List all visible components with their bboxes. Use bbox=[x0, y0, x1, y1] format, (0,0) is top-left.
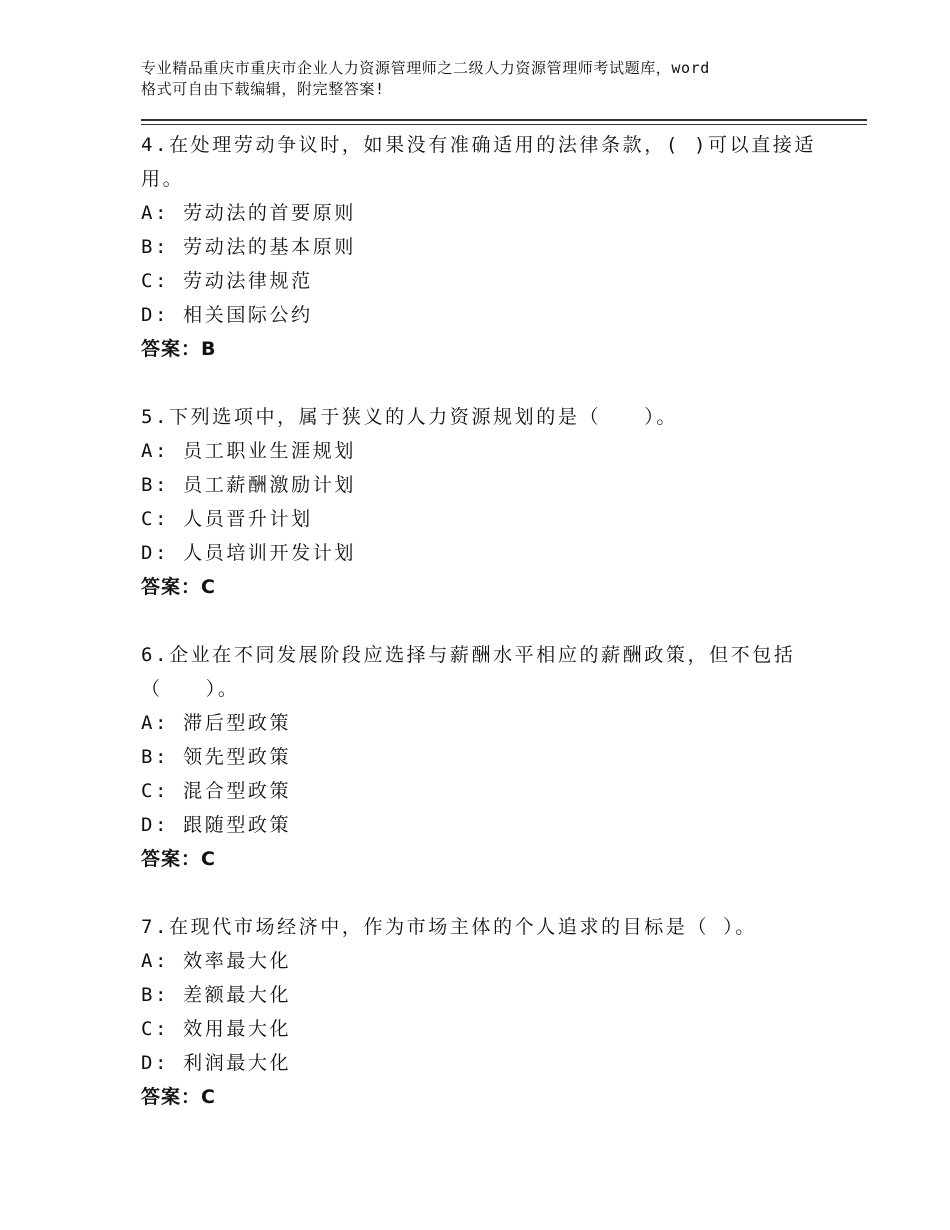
question-list bbox=[141, 128, 841, 1148]
header-line-1: 专业精品重庆市重庆市企业人力资源管理师之二级人力资源管理师考试题库，word bbox=[141, 59, 710, 77]
option-d: D: 利润最大化 bbox=[141, 1052, 292, 1074]
question-stem-line: （ ）。 bbox=[141, 678, 240, 700]
question-stem-line: 4.在处理劳动争议时，如果没有准确适用的法律条款，( )可以直接适 bbox=[141, 134, 816, 156]
question-stem-line: 7.在现代市场经济中，作为市场主体的个人追求的目标是（ ）。 bbox=[141, 916, 757, 938]
option-c: C: 混合型政策 bbox=[141, 780, 292, 802]
option-d: D: 相关国际公约 bbox=[141, 304, 313, 326]
option-d: D: 人员培训开发计划 bbox=[141, 542, 356, 564]
option-a: A: 员工职业生涯规划 bbox=[141, 440, 356, 462]
option-a: A: 效率最大化 bbox=[141, 950, 292, 972]
answer-label: 答案：C bbox=[141, 848, 216, 870]
answer-label: 答案：C bbox=[141, 1086, 216, 1108]
header-rule-top bbox=[141, 119, 867, 121]
question-stem-line: 用。 bbox=[141, 168, 185, 190]
option-c: C: 效用最大化 bbox=[141, 1018, 292, 1040]
option-a: A: 滞后型政策 bbox=[141, 712, 292, 734]
document-header bbox=[141, 58, 841, 100]
answer-label: 答案：C bbox=[141, 576, 216, 598]
option-b: B: 差额最大化 bbox=[141, 984, 292, 1006]
question-4 bbox=[141, 128, 841, 366]
option-d: D: 跟随型政策 bbox=[141, 814, 292, 836]
option-b: B: 员工薪酬激励计划 bbox=[141, 474, 356, 496]
header-line-2: 格式可自由下载编辑，附完整答案! bbox=[141, 80, 385, 98]
answer-label: 答案：B bbox=[141, 338, 217, 360]
header-rule-bottom bbox=[141, 124, 867, 125]
option-a: A: 劳动法的首要原则 bbox=[141, 202, 356, 224]
option-c: C: 劳动法律规范 bbox=[141, 270, 313, 292]
option-c: C: 人员晋升计划 bbox=[141, 508, 313, 530]
question-stem-line: 6.企业在不同发展阶段应选择与薪酬水平相应的薪酬政策，但不包括 bbox=[141, 644, 796, 666]
option-b: B: 领先型政策 bbox=[141, 746, 292, 768]
question-stem-line: 5.下列选项中，属于狭义的人力资源规划的是（ ）。 bbox=[141, 406, 678, 428]
option-b: B: 劳动法的基本原则 bbox=[141, 236, 356, 258]
question-7 bbox=[141, 910, 841, 1114]
question-5 bbox=[141, 400, 841, 604]
question-6 bbox=[141, 638, 841, 876]
